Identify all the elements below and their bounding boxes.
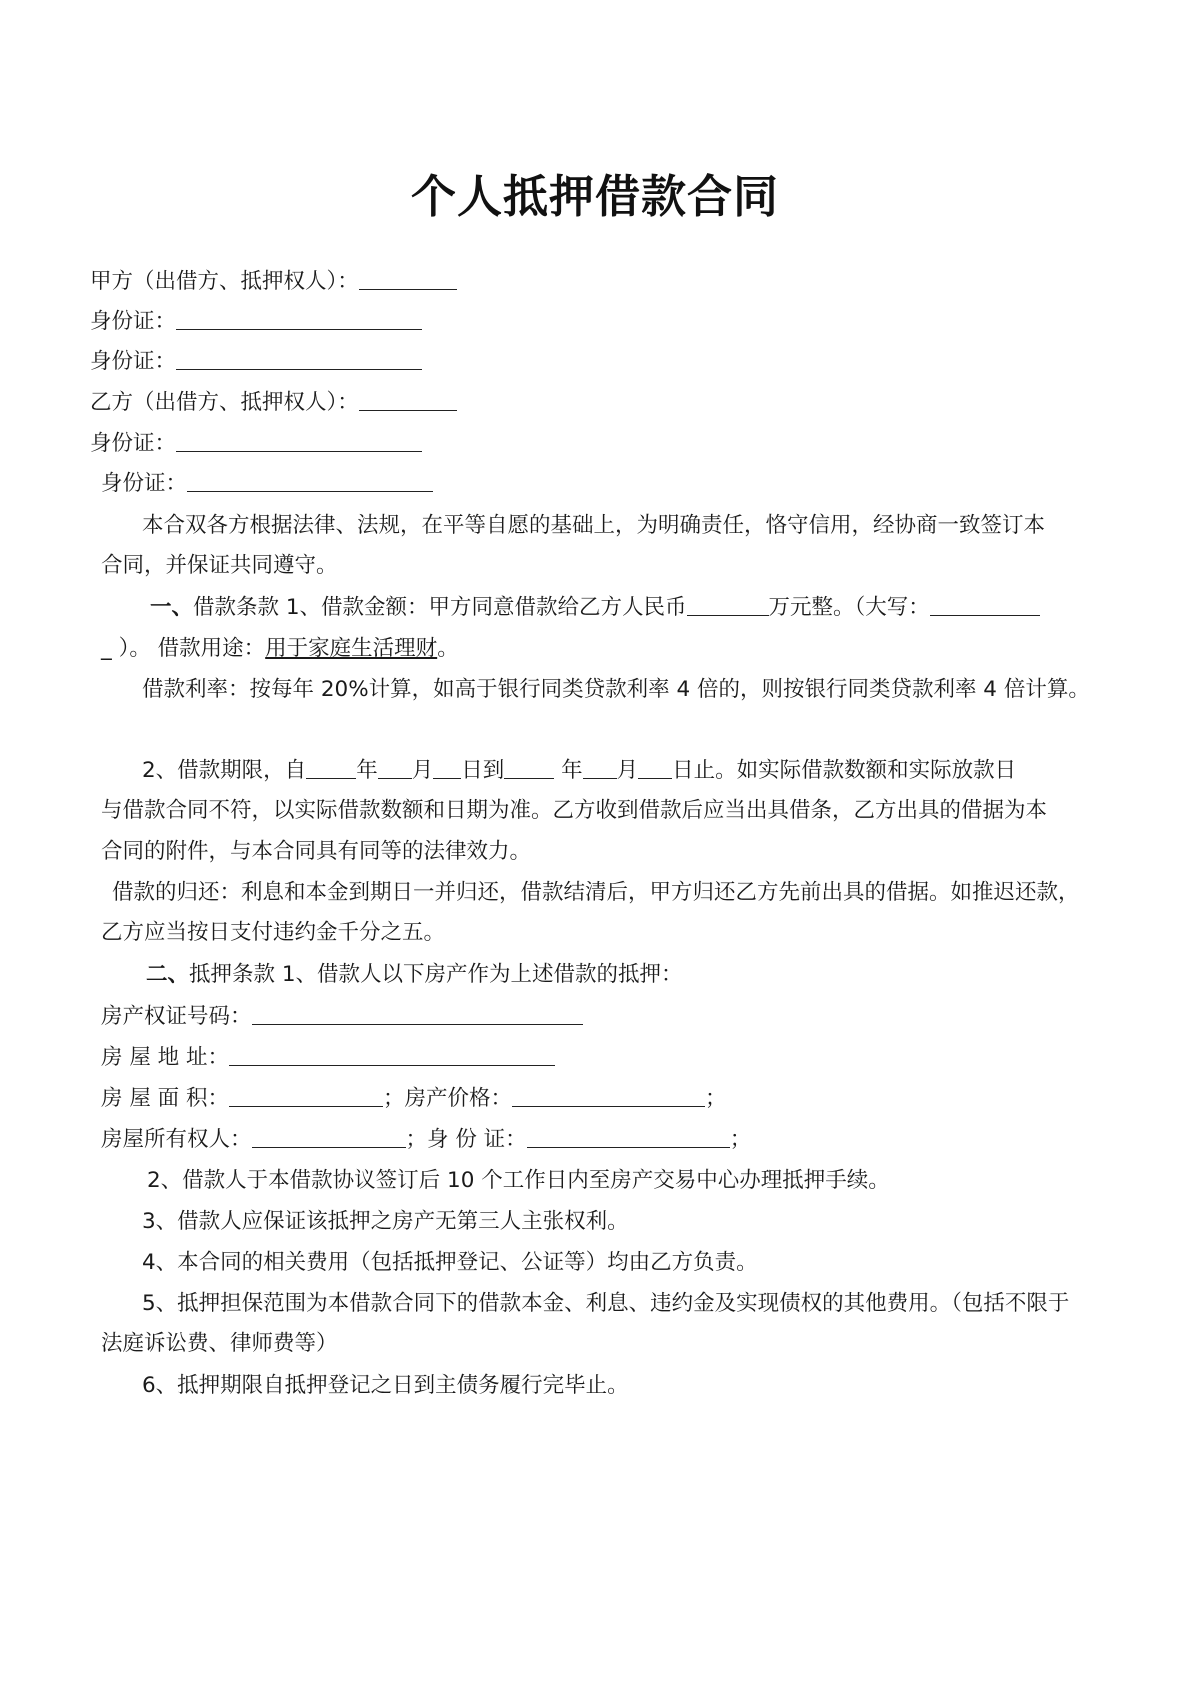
address-blank [229,1043,555,1066]
owner-id-label: ；身 份 证： [405,1127,527,1152]
year-text: 年 [356,758,378,783]
month-text: 月 [616,758,639,783]
id-label: 身份证： [90,309,177,334]
year-text: 年 [554,758,583,783]
id-blank [187,469,433,492]
owner-line [101,1125,751,1155]
section-1-amount-text: 借款条款 1、借款金额：甲方同意借款给乙方人民币 [193,595,687,620]
semicolon: ； [729,1127,752,1152]
start-day-blank [433,756,461,779]
intro-line-1: 本合双各方根据法律、法规，在平等自愿的基础上，为明确责任，恪守信用，经协商一致签订本 [142,513,1046,538]
address-label: 房 屋 地 址： [101,1045,230,1070]
party-a-id-line-1 [90,307,422,337]
clause-5-line-1: 5、抵押担保范围为本借款合同下的借款本金、利息、违约金及实现债权的其他费用。（包括不限于 [142,1291,1070,1316]
party-b-id-line-2 [101,469,433,499]
document-title: 个人抵押借款合同 [410,170,779,223]
section-1-amount-unit: 万元整。（大写： [768,595,930,620]
repayment-line-1: 借款的归还：利息和本金到期日一并归还，借款结清后，甲方归还乙方先前出具的借据。如推迟还款， [112,880,1080,905]
cert-number-blank [252,1002,583,1025]
address-line [101,1043,555,1073]
section-1-heading: 一、 [150,595,194,620]
section-2-text: 抵押条款 1、借款人以下房产作为上述借款的抵押： [189,962,683,987]
party-b-label: 乙方（出借方、抵押权人）： [90,390,359,415]
term-line-1 [142,756,1016,786]
area-blank [229,1084,383,1107]
id-label: 身份证： [90,431,177,456]
purpose-end: 。 [437,636,459,661]
party-a-line [90,267,457,297]
id-blank [176,429,422,452]
id-blank [176,347,422,370]
clause-6: 6、抵押期限自抵押登记之日到主债务履行完毕止。 [142,1373,629,1398]
party-a-label: 甲方（出借方、抵押权人）： [90,269,359,294]
price-blank [512,1084,705,1107]
clause-3: 3、借款人应保证该抵押之房产无第三人主张权利。 [142,1209,629,1234]
amount-capital-blank [930,593,1040,616]
id-label: 身份证： [101,471,188,496]
clause-5-line-2: 法庭诉讼费、律师费等） [101,1331,338,1356]
section-1-line-1 [150,593,1040,623]
end-day-blank [638,756,672,779]
month-text: 月 [411,758,434,783]
id-label: 身份证： [90,349,177,374]
owner-blank [252,1125,406,1148]
end-month-blank [583,756,617,779]
purpose-label: _ ）。 借款用途： [101,636,266,661]
area-price-line [101,1084,727,1114]
amount-blank [687,593,769,616]
party-b-line [90,388,457,418]
clause-2: 2、借款人于本借款协议签订后 10 个工作日内至房产交易中心办理抵押手续。 [147,1168,890,1193]
party-b-id-line-1 [90,429,422,459]
purpose-value: 用于家庭生活理财 [265,636,438,661]
start-month-blank [378,756,412,779]
clause-4: 4、本合同的相关费用（包括抵押登记、公证等）均由乙方负责。 [142,1250,758,1275]
term-text: 2、借款期限，自 [142,758,307,783]
section-2-heading: 二、 [146,962,190,987]
cert-number-line [101,1002,583,1032]
cert-number-label: 房产权证号码： [101,1004,252,1029]
term-text-end: 日止。如实际借款数额和实际放款日 [672,758,1017,783]
owner-label: 房屋所有权人： [101,1127,252,1152]
area-label: 房 屋 面 积： [101,1086,230,1111]
party-a-blank [359,267,457,290]
intro-line-2: 合同，并保证共同遵守。 [101,553,338,578]
term-line-2: 与借款合同不符，以实际借款数额和日期为准。乙方收到借款后应当出具借条，乙方出具的借据为本 [101,798,1048,823]
end-year-blank [504,756,554,779]
price-label: ；房产价格： [383,1086,513,1111]
start-year-blank [306,756,356,779]
owner-id-blank [527,1125,730,1148]
term-line-3: 合同的附件，与本合同具有同等的法律效力。 [101,839,532,864]
day-to-text: 日到 [461,758,505,783]
repayment-line-2: 乙方应当按日支付违约金千分之五。 [101,920,446,945]
party-a-id-line-2 [90,347,422,377]
section-1-line-2 [101,634,459,664]
id-blank [176,307,422,330]
interest-rate-line: 借款利率：按每年 20%计算，如高于银行同类贷款利率 4 倍的，则按银行同类贷款利率 4 倍计算。 [142,677,1090,702]
semicolon: ； [705,1086,727,1111]
section-2-line [146,960,683,990]
party-b-blank [359,388,457,411]
